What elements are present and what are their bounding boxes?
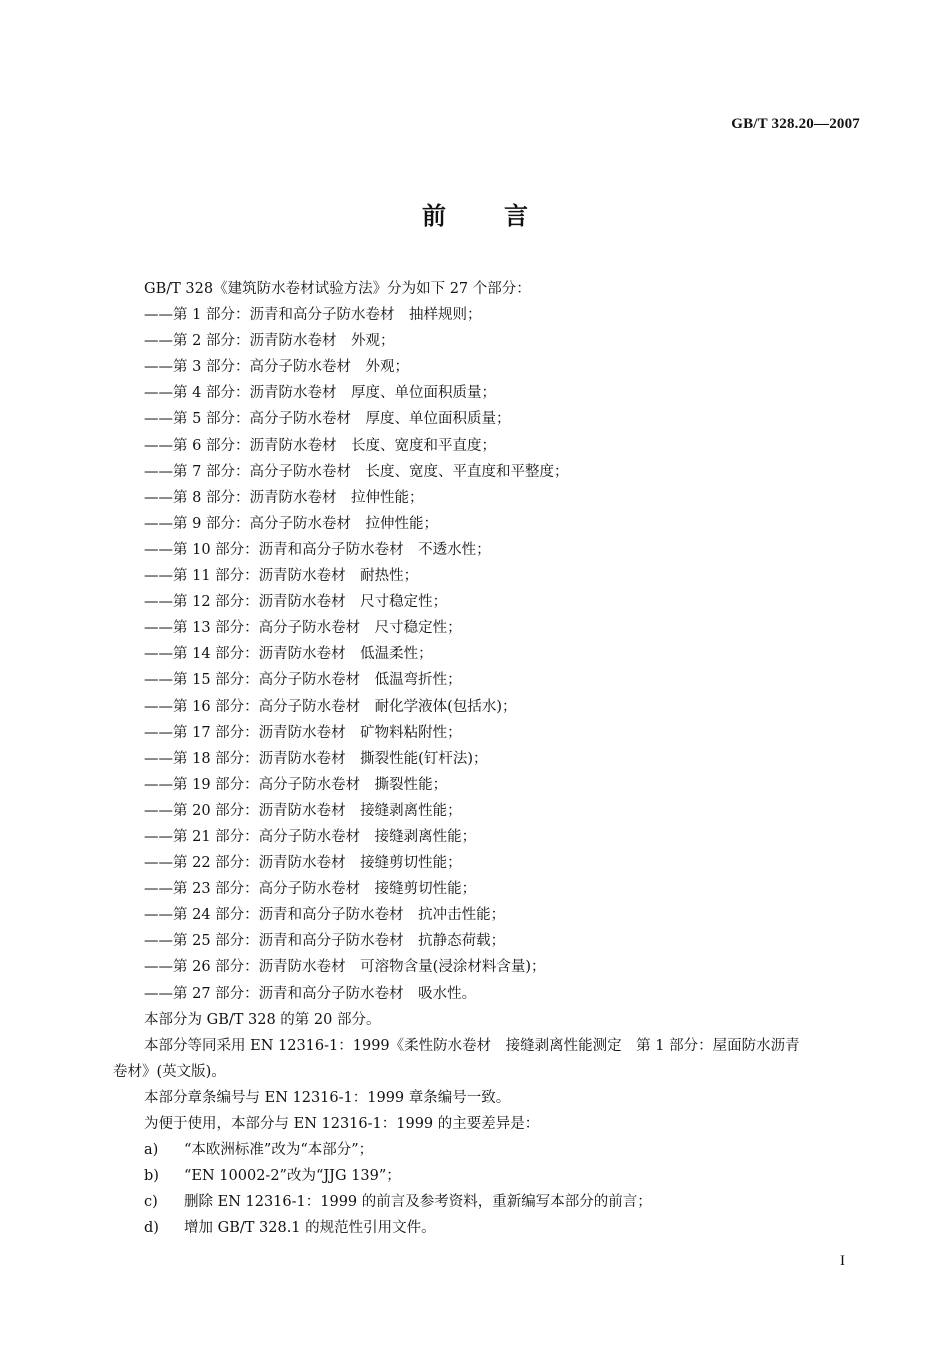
difference-item-text: 删除 EN 12316-1：1999 的前言及参考资料，重新编写本部分的前言； bbox=[184, 1194, 652, 1211]
difference-item-marker: b) bbox=[144, 1168, 159, 1185]
part-list-item: ——第 3 部分：高分子防水卷材 外观； bbox=[144, 359, 409, 376]
part-list-item: ——第 26 部分：沥青防水卷材 可溶物含量(浸涂材料含量)； bbox=[144, 959, 546, 976]
part-list-item: ——第 20 部分：沥青防水卷材 接缝剥离性能； bbox=[144, 802, 462, 819]
part-list-item: ——第 13 部分：高分子防水卷材 尺寸稳定性； bbox=[144, 620, 462, 637]
differences-list bbox=[113, 1137, 873, 1241]
difference-item bbox=[113, 1137, 873, 1163]
part-list-item: ——第 6 部分：沥青防水卷材 长度、宽度和平直度； bbox=[144, 437, 496, 454]
part-list-item: ——第 22 部分：沥青防水卷材 接缝剪切性能； bbox=[144, 855, 462, 872]
part-list-item: ——第 17 部分：沥青防水卷材 矿物料粘附性； bbox=[144, 724, 462, 741]
standard-code: GB/T 328.20—2007 bbox=[731, 116, 860, 132]
page-title: 前言 bbox=[422, 202, 586, 230]
part-list-item: ——第 1 部分：沥青和高分子防水卷材 抽样规则； bbox=[144, 307, 482, 324]
equivalent-paragraph-line1: 本部分等同采用 EN 12316-1：1999《柔性防水卷材 接缝剥离性能测定 第 1 部分：屋面防水沥青 bbox=[144, 1037, 800, 1054]
part-list-item: ——第 16 部分：高分子防水卷材 耐化学液体(包括水)； bbox=[144, 698, 517, 715]
difference-item-text: “EN 10002-2”改为“JJG 139”； bbox=[184, 1168, 401, 1185]
difference-item bbox=[113, 1215, 873, 1241]
part-list-item: ——第 4 部分：沥青防水卷材 厚度、单位面积质量； bbox=[144, 385, 496, 402]
numbering-paragraph: 本部分章条编号与 EN 12316-1：1999 章条编号一致。 bbox=[144, 1089, 511, 1106]
difference-item-marker: c) bbox=[144, 1194, 158, 1211]
difference-item-marker: d) bbox=[144, 1220, 159, 1237]
part-list-item: ——第 9 部分：高分子防水卷材 拉伸性能； bbox=[144, 515, 438, 532]
part-list-item: ——第 8 部分：沥青防水卷材 拉伸性能； bbox=[144, 489, 424, 506]
part-list-item: ——第 27 部分：沥青和高分子防水卷材 吸水性。 bbox=[144, 985, 477, 1002]
intro-paragraph: GB/T 328《建筑防水卷材试验方法》分为如下 27 个部分： bbox=[144, 281, 531, 297]
part-list-item: ——第 23 部分：高分子防水卷材 接缝剪切性能； bbox=[144, 881, 477, 898]
differences-paragraph: 为便于使用，本部分与 EN 12316-1：1999 的主要差异是： bbox=[144, 1116, 540, 1132]
part-list-item: ——第 24 部分：沥青和高分子防水卷材 抗冲击性能； bbox=[144, 907, 506, 924]
part-of-paragraph: 本部分为 GB/T 328 的第 20 部分。 bbox=[144, 1011, 381, 1028]
part-list-item: ——第 10 部分：沥青和高分子防水卷材 不透水性； bbox=[144, 541, 491, 558]
part-list-item: ——第 11 部分：沥青防水卷材 耐热性； bbox=[144, 568, 419, 585]
equivalent-paragraph-line2: 卷材》(英文版)。 bbox=[113, 1063, 226, 1080]
difference-item-text: 增加 GB/T 328.1 的规范性引用文件。 bbox=[184, 1220, 436, 1237]
page-number: I bbox=[840, 1253, 845, 1269]
part-list-item: ——第 12 部分：沥青防水卷材 尺寸稳定性； bbox=[144, 594, 448, 611]
parts-list bbox=[113, 302, 873, 1007]
part-list-item: ——第 19 部分：高分子防水卷材 撕裂性能； bbox=[144, 776, 448, 793]
part-list-item: ——第 15 部分：高分子防水卷材 低温弯折性； bbox=[144, 672, 462, 689]
difference-item-text: “本欧洲标准”改为“本部分”； bbox=[184, 1142, 374, 1159]
difference-item bbox=[113, 1163, 873, 1189]
foreword-body bbox=[113, 276, 873, 1241]
part-list-item: ——第 2 部分：沥青防水卷材 外观； bbox=[144, 333, 395, 350]
part-list-item: ——第 5 部分：高分子防水卷材 厚度、单位面积质量； bbox=[144, 411, 511, 428]
difference-item-marker: a) bbox=[144, 1142, 159, 1159]
part-list-item: ——第 14 部分：沥青防水卷材 低温柔性； bbox=[144, 646, 433, 663]
difference-item bbox=[113, 1189, 873, 1215]
part-list-item: ——第 18 部分：沥青防水卷材 撕裂性能(钉杆法)； bbox=[144, 750, 488, 767]
part-list-item: ——第 25 部分：沥青和高分子防水卷材 抗静态荷载； bbox=[144, 933, 506, 950]
part-list-item: ——第 21 部分：高分子防水卷材 接缝剥离性能； bbox=[144, 828, 477, 845]
part-list-item: ——第 7 部分：高分子防水卷材 长度、宽度、平直度和平整度； bbox=[144, 463, 569, 480]
